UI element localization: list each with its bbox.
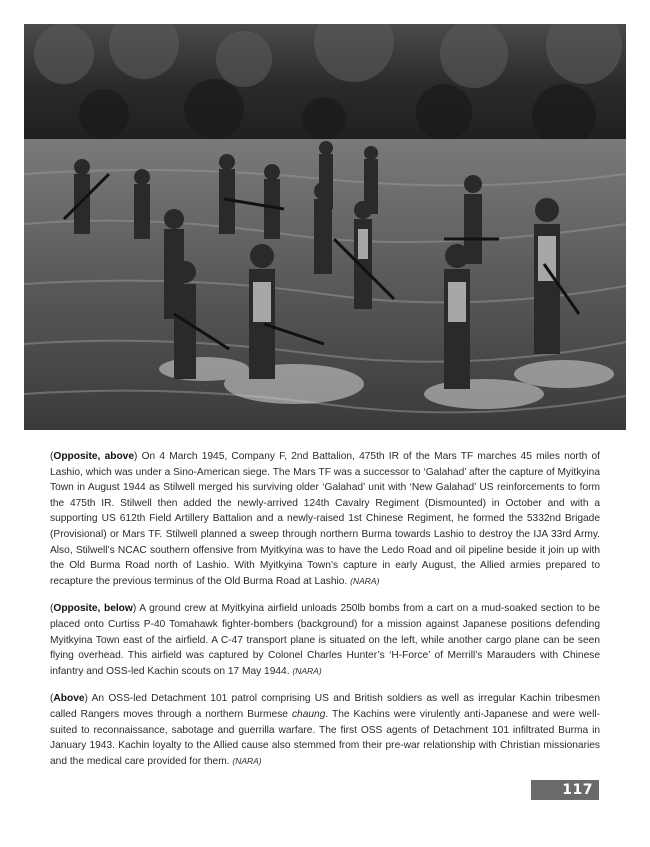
- caption-opposite-above: (Opposite, above) On 4 March 1945, Company F, 2nd Battalion, 475th IR of the Mars TF marches 45 miles north of Lashio, which was under a Sino-American siege. The Mars TF was a successor to ‘Galahad’ after the capture of Myitkyina Town in August 1944 as Stilwell merged his surviving older ‘Galahad’ unit with ‘New Galahad’ US reinforcements to form the 475th IR. Stilwell then added the newly-arrived 124th Cavalry Regiment (Dismounted) in October and with a supporting US 612th Field Artillery Battalion and a newly-raised 1st Chinese Regiment, he formed the 5332nd Brigade (Provisional) or Mars TF. Stilwell planned a sweep through northern Burma towards Lashio to destroy the IJA 33rd Army. Also, Stilwell’s NCAC southern offensive from Myitkyina was to have the Ledo Road and oil pipeline beside it join up with the Old Burma Road north of Lashio. With Myitkyina Town’s capture in early August, the Allied armies prepared to recapture the previous terminus of the Old Burma Road at Lashio. (NARA): [50, 451, 600, 587]
- caption-credit: (NARA): [232, 755, 262, 766]
- caption-above: (Above) An OSS-led Detachment 101 patrol comprising US and British soldiers as well as irregular Kachin tribesmen called Rangers moves through a northern Burmese chaung. The Kachins were virulently anti-Japanese and were well-suited to reconnaissance, sabotage and guerrilla warfare. The first OSS agents of Detachment 101 infiltrated Burma in January 1943. Kachin loyalty to the Allied cause also stemmed from their pre-war relationship with Christian missionaries and the medical care provided for them. (NARA): [50, 693, 601, 767]
- caption-text: A ground crew at Myitkyina airfield unloads 250lb bombs from a cart on a mud-soaked section to be placed onto Curtiss P-40 Tomahawk fighter-bombers (background) for a mission against Japanese positions defending Myitkyina Town east of the airfield. A C-47 transport plane is situated on the left, while another cargo plane can be seen flying overhead. This airfield was captured by Colonel Charles Hunter’s ‘H-Force’ of Merrill’s Marauders with Chinese infantry and OSS-led Kachin scouts on 17 May 1944.: [50, 603, 600, 677]
- photo-image: [24, 24, 626, 430]
- caption-text: On 4 March 1945, Company F, 2nd Battalion, 475th IR of the Mars TF marches 45 miles north of Lashio, which was under a Sino-American siege. The Mars TF was a successor to ‘Galahad’ after the capture of Myitkyina Town in August 1944 as Stilwell merged his surviving older ‘Galahad’ unit with ‘New Galahad’ US reinforcements to form the 475th IR. Stilwell then added the newly-arrived 124th Cavalry Regiment (Dismounted) in October and with a supporting US 612th Field Artillery Battalion and a newly-raised 1st Chinese Regiment, he formed the 5332nd Brigade (Provisional) or Mars TF. Stilwell planned a sweep through northern Burma towards Lashio to destroy the IJA 33rd Army. Also, Stilwell’s NCAC southern offensive from Myitkyina was to have the Ledo Road and oil pipeline beside it join up with the Old Burma Road north of Lashio. With Myitkyina Town’s capture in early August, the Allied armies prepared to recapture the previous terminus of the Old Burma Road at Lashio.: [50, 451, 600, 587]
- caption-heading: Opposite, below: [53, 603, 133, 615]
- caption-credit: (NARA): [350, 575, 380, 586]
- caption-emphasis: chaung: [291, 708, 326, 720]
- caption-heading: Opposite, above: [53, 451, 135, 462]
- page-number: 117: [531, 780, 599, 800]
- caption-credit: (NARA): [292, 665, 322, 676]
- caption-opposite-below: (Opposite, below) A ground crew at Myitkyina airfield unloads 250lb bombs from a cart on a mud-soaked section to be placed onto Curtiss P-40 Tomahawk fighter-bombers (background) for a mission against Japanese positions defending Myitkyina Town east of the airfield. A C-47 transport plane is situated on the left, while another cargo plane can be seen flying overhead. This airfield was captured by Colonel Charles Hunter’s ‘H-Force’ of Merrill’s Marauders with Chinese infantry and OSS-led Kachin scouts on 17 May 1944. (NARA): [50, 603, 600, 677]
- caption-heading: Above: [53, 693, 85, 705]
- caption-block: [50, 449, 600, 781]
- photo-patrol-crossing-stream: [24, 24, 626, 430]
- caption-text: An OSS-led Detachment 101 patrol comprising US and British soldiers as well as irregular Kachin tribesmen called Rangers moves through a northern Burmese: [50, 693, 600, 720]
- caption-text: . The Kachins were virulently anti-Japanese and were well-suited to reconnaissance, sabotage and guerrilla warfare. The first OSS agents of Detachment 101 infiltrated Burma in January 1943. Kachin loyalty to the Allied cause also stemmed from their pre-war relationship with Christian missionaries and the medical care provided for them.: [50, 708, 601, 767]
